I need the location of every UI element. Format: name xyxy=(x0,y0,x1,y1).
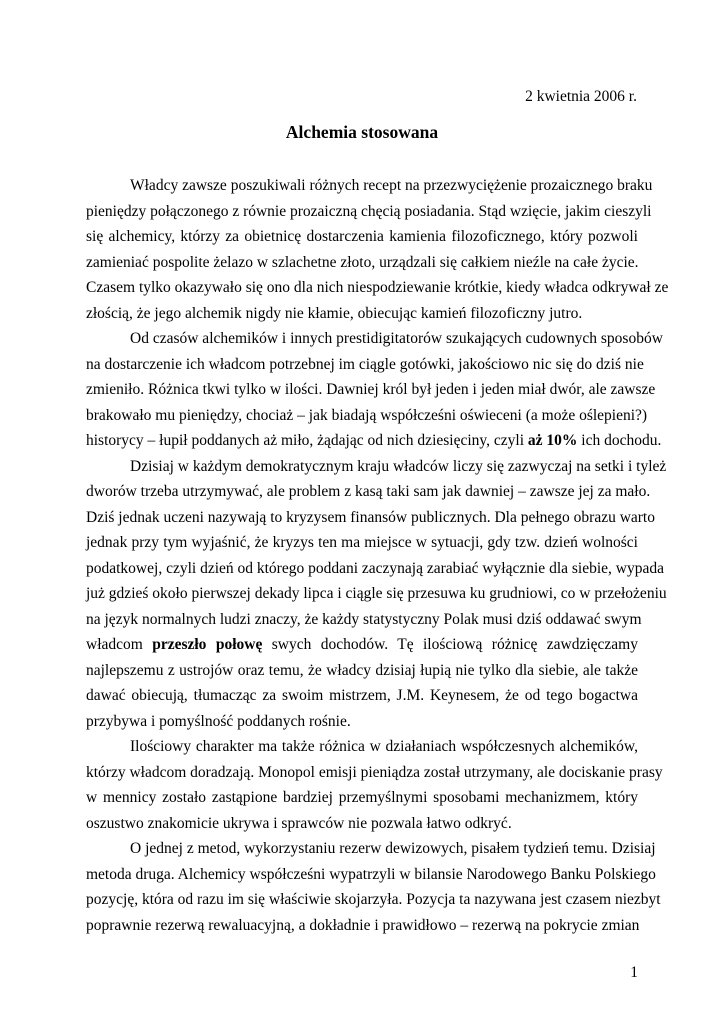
text-line xyxy=(86,275,669,301)
document-body xyxy=(86,173,669,938)
text-line xyxy=(86,836,656,862)
text-line xyxy=(86,709,638,735)
text-line xyxy=(86,862,656,888)
text-segment: Czasem tylko okazywało się ono dla nich niespodziewanie krótkie, kiedy władca odkrywał ze xyxy=(86,279,669,296)
text-line xyxy=(86,454,667,480)
text-segment: w mennicy zostało zastąpione bardziej przemyślnymi sposobami mechanizmem, który xyxy=(86,789,638,806)
text-line xyxy=(86,887,661,913)
text-line xyxy=(86,199,652,225)
text-line xyxy=(86,632,638,658)
text-segment: przybywa i pomyślność poddanych rośnie. xyxy=(86,712,351,730)
text-line xyxy=(86,377,656,403)
text-line xyxy=(86,556,664,582)
text-segment: zamieniać pospolite żelazo w szlachetne złoto, urządzali się całkiem nieźle na całe życie. xyxy=(86,253,639,271)
text-segment: podatkowej, czyli dzień od którego poddani zaczynają zarabiać wyłącznie dla siebie, wypada xyxy=(86,559,664,577)
text-segment: brakowało mu pieniędzy, chociaż – jak biadają współcześni oświeceni (a może oślepieni?) xyxy=(86,406,648,424)
text-segment: Dziś jednak uczeni nazywają to kryzysem finansów publicznych. Dla pełnego obrazu warto xyxy=(86,508,655,526)
document-title: Alchemia stosowana xyxy=(285,122,439,142)
text-segment: już gdzieś około pierwszej dekady lipca i ciągle się przesuwa ku grudniowi, co w przełożeniu xyxy=(86,585,667,602)
text-segment: na język normalnych ludzi znaczy, że każdy statystyczny Polak musi dziś oddawać swym xyxy=(86,610,642,628)
text-line xyxy=(86,581,667,607)
document-date: 2 kwietnia 2006 r. xyxy=(525,88,637,105)
text-line xyxy=(86,428,662,454)
text-line xyxy=(86,658,638,684)
text-line xyxy=(86,403,648,429)
text-line xyxy=(86,734,638,760)
text-segment: metoda druga. Alchemicy współcześni wypatrzyli w bilansie Narodowego Banku Polskiego xyxy=(86,865,656,883)
text-segment: którzy władcom doradzają. Monopol emisji pieniądza został utrzymany, ale dociskanie prasy xyxy=(86,763,663,781)
text-segment: Od czasów alchemików i innych prestidigitatorów szukających cudownych sposobów xyxy=(130,330,663,347)
text-segment: O jednej z metod, wykorzystaniu rezerw dewizowych, pisałem tydzień temu. Dzisiaj xyxy=(130,840,656,857)
text-segment: pozycję, która od razu im się właściwie skojarzyła. Pozycja ta nazywana jest czasem niezbyt xyxy=(86,891,661,908)
text-line xyxy=(86,352,644,378)
text-segment: jednak przy tym wyjaśnić, że kryzys ten ma miejsce w sytuacji, gdy tzw. dzień wolności xyxy=(86,534,638,551)
text-line xyxy=(86,250,638,276)
text-line xyxy=(86,785,638,811)
text-segment: na dostarczenie ich władcom potrzebnej im ciągle gotówki, jakościowo nic się do dziś nie xyxy=(86,355,644,373)
text-segment: władcom xyxy=(86,636,153,653)
page-number: 1 xyxy=(630,964,638,981)
text-line xyxy=(86,173,653,199)
text-segment: pieniędzy połączonego z równie prozaiczną chęcią posiadania. Stąd wzięcie, jakim cieszyli xyxy=(86,202,652,220)
text-segment: najlepszemu z ustrojów oraz temu, że władcy dzisiaj łupią nie tylko dla siebie, ale także xyxy=(86,661,638,679)
text-segment: Władcy zawsze poszukiwali różnych recept na przezwyciężenie prozaicznego braku xyxy=(130,177,653,194)
text-segment: dawać obiecują, tłumacząc za swoim mistrzem, J.M. Keynesem, że od tego bogactwa xyxy=(86,687,638,704)
text-segment: oszustwo znakomicie ukrywa i sprawców nie pozwala łatwo odkryć. xyxy=(86,814,512,832)
text-line xyxy=(86,530,638,556)
text-segment: się alchemicy, którzy za obietnicę dostarczenia kamienia filozoficznego, który pozwoli xyxy=(86,228,638,245)
text-line xyxy=(86,760,663,786)
text-line xyxy=(86,683,638,709)
text-segment: Ilościowy charakter ma także różnica w działaniach współczesnych alchemików, xyxy=(130,738,638,755)
bold-text: przeszło połowę xyxy=(152,636,263,653)
text-line xyxy=(86,505,655,531)
text-line xyxy=(86,326,663,352)
text-segment: złością, że jego alchemik nigdy nie kłamie, obiecując kamień filozoficzny jutro. xyxy=(86,304,583,322)
text-segment: Dzisiaj w każdym demokratycznym kraju władców liczy się zazwyczaj na setki i tyleż xyxy=(130,457,667,475)
text-line xyxy=(86,607,642,633)
text-segment: poprawnie rezerwą rewaluacyjną, a dokładnie i prawidłowo – rezerwą na pokrycie zmian xyxy=(86,916,640,934)
text-segment: dworów trzeba utrzymywać, ale problem z kasą taki sam jak dawniej – zawsze jej za mało. xyxy=(86,483,651,500)
bold-text: aż 10% xyxy=(527,432,578,449)
text-line xyxy=(86,301,638,327)
text-line xyxy=(86,479,651,505)
text-segment: swych dochodów. Tę ilościową różnicę zawdzięczamy xyxy=(262,636,638,653)
text-line xyxy=(86,224,638,250)
text-segment: zmieniło. Różnica tkwi tylko w ilości. Dawniej król był jeden i jeden miał dwór, ale zawsze xyxy=(86,381,656,398)
text-line xyxy=(86,811,638,837)
text-line xyxy=(86,913,638,939)
text-segment: historycy – łupił poddanych aż miło, żądając od nich dziesięciny, czyli xyxy=(86,432,528,449)
text-segment: ich dochodu. xyxy=(577,432,662,449)
